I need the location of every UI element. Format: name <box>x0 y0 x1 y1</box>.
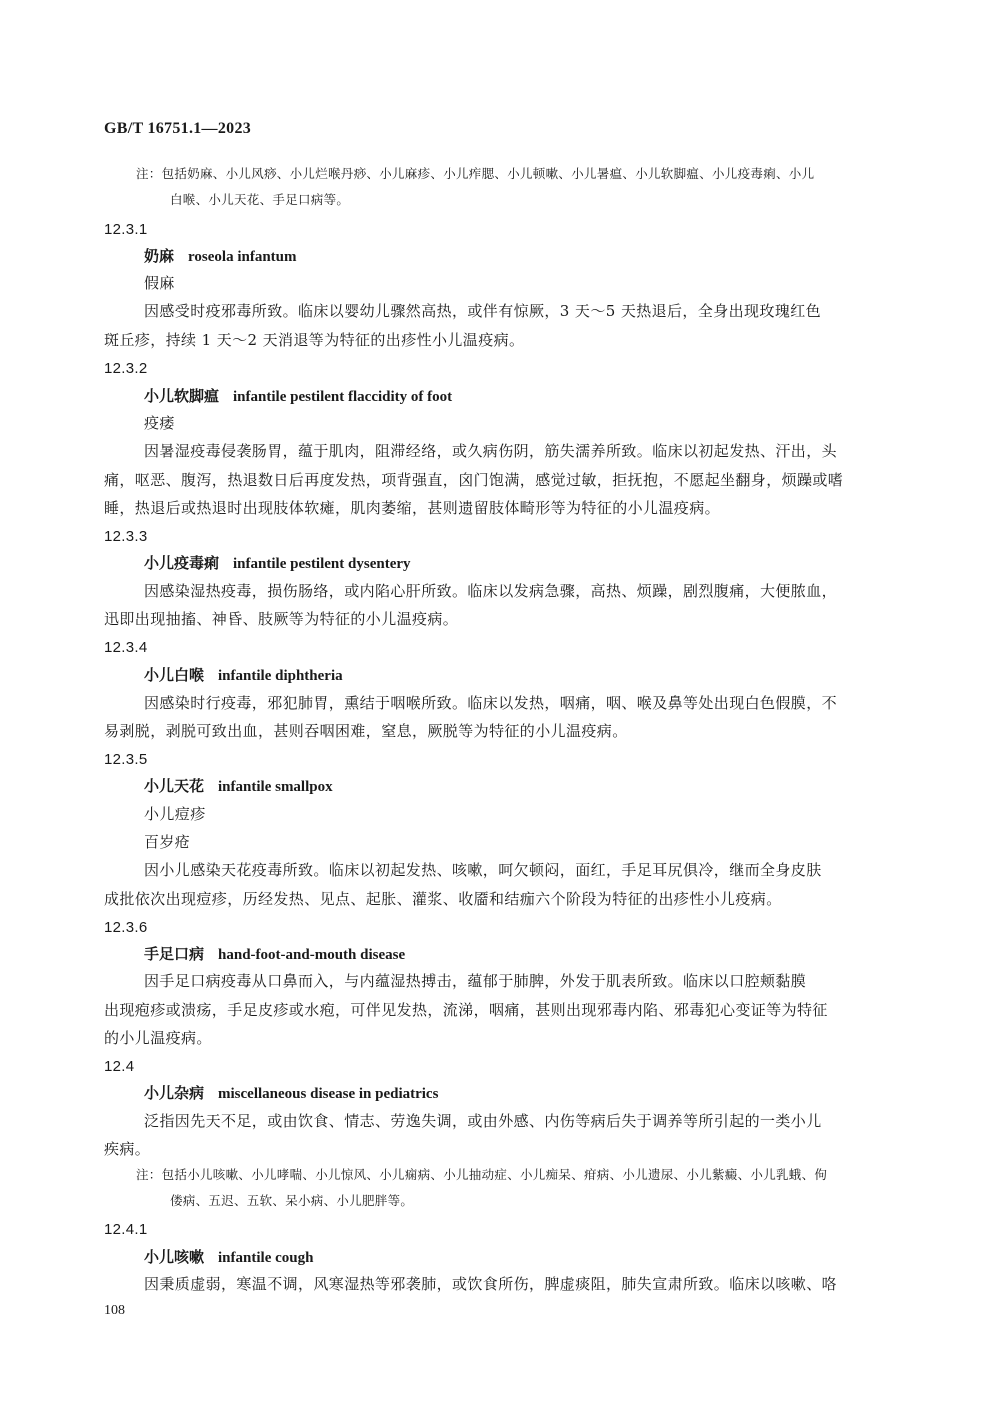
body-text-line: 斑丘疹，持续 1 天～2 天消退等为特征的出疹性小儿温疫病。 <box>104 331 525 349</box>
term-english: infantile pestilent flaccidity of foot <box>233 389 453 405</box>
term-heading <box>144 1086 438 1102</box>
term-heading <box>144 668 343 684</box>
note-line: 注：包括小儿咳嗽、小儿哮喘、小儿惊风、小儿痫病、小儿抽动症、小儿痴呆、疳病、小儿遗尿、小儿紫癜、小儿乳蛾、佝 <box>136 1167 828 1182</box>
body-text-line: 疫痿 <box>144 414 175 432</box>
term-chinese: 小儿疫毒痢 <box>144 554 220 572</box>
note-line: 注：包括奶麻、小儿风痧、小儿烂喉丹痧、小儿麻疹、小儿痄腮、小儿顿嗽、小儿暑瘟、小儿软脚瘟、小儿疫毒痢、小儿 <box>136 166 815 181</box>
document-header: GB/T 16751.1—2023 <box>104 120 252 137</box>
term-heading <box>144 1250 313 1266</box>
term-english: infantile cough <box>218 1250 314 1266</box>
term-heading <box>144 947 405 963</box>
body-text-line: 假麻 <box>144 274 175 292</box>
body-text-line: 小儿痘疹 <box>144 805 206 823</box>
body-text-line: 疾病。 <box>104 1140 151 1158</box>
term-heading <box>144 249 297 265</box>
body-text-line: 因手足口病疫毒从口鼻而入，与内蕴湿热搏击，蕴郁于肺脾，外发于肌表所致。临床以口腔颊黏膜 <box>144 972 807 990</box>
section-number: 12.4 <box>104 1058 135 1075</box>
term-chinese: 小儿杂病 <box>144 1084 205 1102</box>
note-line: 偻病、五迟、五软、呆小病、小儿肥胖等。 <box>170 1193 414 1208</box>
term-chinese: 小儿软脚瘟 <box>144 387 220 405</box>
section-number: 12.3.1 <box>104 221 148 238</box>
body-text-line: 因感染时行疫毒，邪犯肺胃，熏结于咽喉所致。临床以发热，咽痛，咽、喉及鼻等处出现白色假膜，不 <box>144 694 838 712</box>
body-text-line: 因暑湿疫毒侵袭肠胃，蕴于肌肉，阻滞经络，或久病伤阴，筋失濡养所致。临床以初起发热、汗出，头 <box>144 442 838 460</box>
body-text-line: 痛，呕恶、腹泻，热退数日后再度发热，项背强直，囟门饱满，感觉过敏，拒抚抱，不愿起坐翻身，烦躁或嗜 <box>104 471 844 489</box>
section-number: 12.3.5 <box>104 751 148 768</box>
term-chinese: 手足口病 <box>144 945 205 963</box>
note-line: 白喉、小儿天花、手足口病等。 <box>170 192 350 207</box>
body-text-line: 因小儿感染天花疫毒所致。临床以初起发热、咳嗽，呵欠顿闷，面红，手足耳尻俱冷，继而全身皮肤 <box>144 861 822 879</box>
body-text-line: 睡，热退后或热退时出现肢体软瘫，肌肉萎缩，甚则遗留肢体畸形等为特征的小儿温疫病。 <box>104 499 721 517</box>
term-chinese: 奶麻 <box>144 247 175 265</box>
term-english: infantile pestilent dysentery <box>233 556 411 572</box>
term-english: roseola infantum <box>188 249 297 265</box>
term-english: hand-foot-and-mouth disease <box>218 947 406 963</box>
body-text-line: 易剥脱，剥脱可致出血，甚则吞咽困难，窒息，厥脱等为特征的小儿温疫病。 <box>104 722 628 740</box>
term-heading <box>144 779 333 795</box>
body-text-line: 的小儿温疫病。 <box>104 1029 212 1047</box>
term-heading <box>144 556 411 572</box>
page-number: 108 <box>104 1303 125 1318</box>
body-text-line: 百岁疮 <box>144 833 191 851</box>
term-chinese: 小儿天花 <box>144 777 205 795</box>
section-number: 12.3.3 <box>104 528 148 545</box>
term-chinese: 小儿咳嗽 <box>144 1248 205 1266</box>
term-heading <box>144 389 452 405</box>
body-text-line: 因秉质虚弱，寒温不调，风寒湿热等邪袭肺，或饮食所伤，脾虚痰阻，肺失宣肃所致。临床以咳嗽、咯 <box>144 1275 838 1293</box>
section-number: 12.3.4 <box>104 639 148 656</box>
section-number: 12.4.1 <box>104 1221 148 1238</box>
body-text-line: 迅即出现抽搐、神昏、肢厥等为特征的小儿温疫病。 <box>104 610 459 628</box>
term-english: infantile diphtheria <box>218 668 343 684</box>
body-text-line: 出现疱疹或溃疡，手足皮疹或水疱，可伴见发热，流涕，咽痛，甚则出现邪毒内陷、邪毒犯心变证等为特征 <box>104 1001 828 1019</box>
body-text-line: 泛指因先天不足，或由饮食、情志、劳逸失调，或由外感、内伤等病后失于调养等所引起的一类小儿 <box>144 1112 822 1130</box>
body-text-line: 成批依次出现痘疹，历经发热、见点、起胀、灌浆、收靥和结痂六个阶段为特征的出疹性小儿疫病。 <box>104 890 782 908</box>
section-number: 12.3.2 <box>104 360 148 377</box>
body-text-line: 因感染湿热疫毒，损伤肠络，或内陷心肝所致。临床以发病急骤，高热、烦躁，剧烈腹痛，大便脓血， <box>144 582 838 600</box>
body-text-line: 因感受时疫邪毒所致。临床以婴幼儿骤然高热，或伴有惊厥，3 天～5 天热退后，全身出现玫瑰红色 <box>144 302 822 320</box>
term-english: miscellaneous disease in pediatrics <box>218 1086 439 1102</box>
term-english: infantile smallpox <box>218 779 333 795</box>
term-chinese: 小儿白喉 <box>144 666 205 684</box>
section-number: 12.3.6 <box>104 919 148 936</box>
